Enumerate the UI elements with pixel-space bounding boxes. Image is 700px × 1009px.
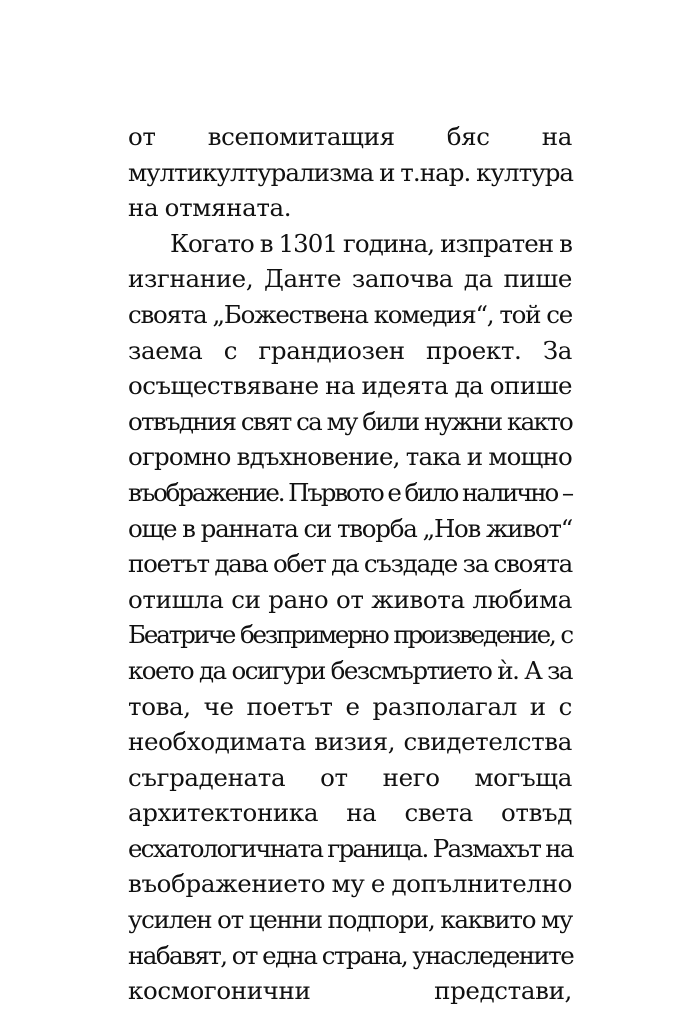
paragraph-first-line: Когато в 1301 година, изпратен в xyxy=(170,228,572,258)
text-line: това, че поетът е разполагал и с xyxy=(128,691,572,721)
text-line: на отмяната. xyxy=(128,193,292,223)
text-line: осъществяване на идеята да опише xyxy=(128,371,572,401)
text-line: отишла си рано от живота любима xyxy=(128,584,572,614)
text-line: архитектоника на света отвъд xyxy=(128,798,572,828)
text-line: въображение. Първото е било налично – xyxy=(128,477,572,507)
text-line: въображението му е допълнително xyxy=(128,869,572,899)
text-line: поетът дава обет да създаде за своята xyxy=(128,549,572,579)
text-line: есхатологичната граница. Размахът на xyxy=(128,833,573,863)
text-line: усилен от ценни подпори, каквито му xyxy=(128,905,572,935)
text-line: Беатриче безпримерно произведение, с xyxy=(128,620,572,650)
text-line: набавят, от една страна, унаследените xyxy=(128,940,574,970)
text-line: своята „Божествена комедия“, той се xyxy=(128,299,572,329)
text-line: мултикултурализма и т.нар. култура xyxy=(128,157,574,187)
text-line: заема с грандиозен проект. За xyxy=(128,335,572,365)
text-line: огромно вдъхновение, така и мощно xyxy=(128,442,572,472)
book-page-text xyxy=(128,119,572,1009)
text-line: необходимата визия, свидетелства xyxy=(128,727,572,757)
text-line: изгнание, Данте започва да пише xyxy=(128,264,572,294)
text-line: което да осигури безсмъртието ѝ. А за xyxy=(128,655,572,685)
text-line: от всепомитащия бяс на xyxy=(128,122,572,151)
text-line: още в ранната си творба „Нов живот“ xyxy=(128,513,572,543)
text-line: отвъдния свят са му били нужни както xyxy=(128,406,572,436)
text-line: съградената от него могъща xyxy=(128,762,572,792)
text-line: космогонични представи, xyxy=(128,976,572,1006)
